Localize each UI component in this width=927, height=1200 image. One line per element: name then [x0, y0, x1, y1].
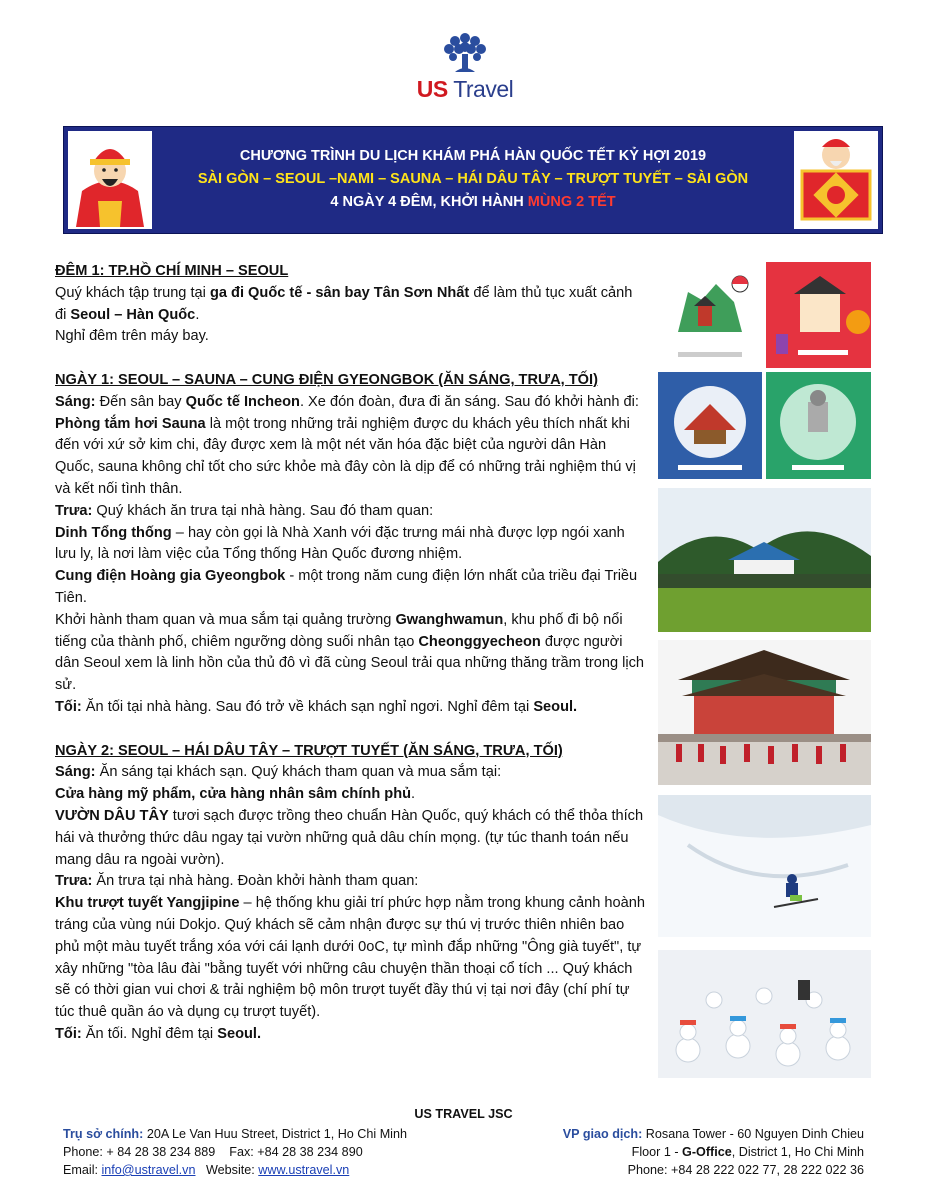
night-1-paragraph: Quý khách tập trung tại ga đi Quốc tế - sân bay Tân Sơn Nhất để làm thủ tục xuất cảnh đi Seoul – Hàn Quốc.: [55, 284, 633, 323]
day-1-noon: Trưa: Quý khách ăn trưa tại nhà hàng. Sau đó tham quan:: [55, 502, 434, 519]
day-2-noon: Trưa: Ăn trưa tại nhà hàng. Đoàn khởi hành tham quan:: [55, 873, 419, 890]
night-1-heading: ĐÊM 1: TP.HỒ CHÍ MINH – SEOUL: [55, 263, 289, 279]
day-1-evening: Tối: Ăn tối tại nhà hàng. Sau đó trở về khách sạn nghỉ ngơi. Nghỉ đêm tại Seoul.: [55, 698, 578, 715]
day-1-morning: Sáng: Đến sân bay Quốc tế Incheon. Xe đón đoàn, đưa đi ăn sáng. Sau đó khởi hành đi:: [55, 393, 639, 410]
banner-line-1: CHƯƠNG TRÌNH DU LỊCH KHÁM PHÁ HÀN QUỐC TẾT KỶ HỢI 2019: [239, 148, 707, 164]
snowmen-photo: [658, 950, 871, 1078]
branch-office-address: VP giao dịch: Rosana Tower - 60 Nguyen Dinh Chieu: [562, 1127, 864, 1141]
departure-highlight: MÙNG 2 TẾT: [527, 194, 616, 210]
branch-office-phone: Phone: +84 28 222 022 77, 28 222 022 36: [627, 1163, 864, 1177]
email-link[interactable]: info@ustravel.vn: [101, 1163, 196, 1177]
day-1-palace: Cung điện Hoàng gia Gyeongbok - một trong năm cung điện lớn nhất của triều đại Triều Tiên.: [55, 568, 638, 606]
blue-house-photo: [658, 488, 871, 632]
itinerary-content: [55, 261, 645, 1046]
gyeongbok-palace-photo: [658, 640, 871, 785]
branch-office-floor: Floor 1 - G-Office, District 1, Ho Chi Minh: [631, 1145, 864, 1159]
day-2-heading: NGÀY 2: SEOUL – HÁI DÂU TÂY – TRƯỢT TUYẾT (ĂN SÁNG, TRƯA, TỐI): [55, 742, 563, 759]
tree-logo-icon: [441, 30, 489, 74]
day-1-heading: NGÀY 1: SEOUL – SAUNA – CUNG ĐIỆN GYEONGBOK (ĂN SÁNG, TRƯA, TỐI): [55, 371, 598, 388]
branch-office-info: [563, 1125, 864, 1179]
company-footer: [0, 1105, 927, 1177]
head-office-phone: Phone: + 84 28 38 234 889 Fax: +84 28 38 234 890: [63, 1145, 363, 1159]
company-name: US TRAVEL JSC: [414, 1107, 513, 1121]
day-2-evening: Tối: Ăn tối. Nghỉ đêm tại Seoul.: [55, 1025, 262, 1042]
contact-links: Email: info@ustravel.vn Website: www.ustravel.vn: [63, 1163, 350, 1177]
company-logo: [400, 30, 530, 102]
night-1-section: [55, 261, 645, 348]
day-1-gwanghwamun: Khởi hành tham quan và mua sắm tại quảng trường Gwanghwamun, khu phố đi bộ nổi tiếng của thành phố, chiêm ngưỡng dòng suối nhân tạo Cheonggyecheon được người dân Seoul xem là linh hồn của thủ đô vì đã cùng Seoul trải qua những thăng trầm trong lịch sử.: [55, 611, 645, 694]
logo-wordmark: US Travel: [416, 76, 514, 102]
day-2-ski-resort: Khu trượt tuyết Yangjipine – hệ thống khu giải trí phức hợp nằm trong khung cảnh hoành tráng của vùng núi Dokjo. Quý khách sẽ cảm nhận được sự thú vị trước thiên nhiên bao phủ một màu tuyết trắng xóa với cái lạnh dưới 0oC, tự mình đắp những "Ông già tuyết", tự xây những "tòa lâu đài "bằng tuyết với những câu chuyện thần thoại cổ tích ... Quý khách sẽ có thời gian vui chơi & trải nghiệm bộ môn trượt tuyết đầy thú vị tại nơi đây (chí phí tự túc thuê quần áo và dụng cụ trượt tuyết).: [55, 895, 646, 1021]
god-of-wealth-illustration-right: [794, 131, 878, 229]
god-of-wealth-illustration-left: [68, 131, 152, 229]
day-1-blue-house: Dinh Tổng thống – hay còn gọi là Nhà Xanh với đặc trưng mái nhà được lợp ngói xanh lưu ly, là nơi làm việc của Tổng thống Hàn Quốc đương nhiệm.: [55, 524, 625, 563]
day-2-shops: Cửa hàng mỹ phẩm, cửa hàng nhân sâm chính phủ.: [55, 786, 416, 803]
day-2-morning: Sáng: Ăn sáng tại khách sạn. Quý khách tham quan và mua sắm tại:: [55, 764, 502, 781]
skier-photo: [658, 795, 871, 937]
title-banner: [63, 126, 883, 234]
day-1-sauna: Phòng tắm hơi Sauna là một trong những trải nghiệm được du khách yêu thích nhất khi đến với xứ sở kim chi, đây được xem là một nét văn hóa đặc biệt của người dân Hàn Quốc, sauna không chỉ tốt cho sức khỏe mà đây còn là dịp để có những trải nghiệm thú vị và kết nối tình thân.: [55, 415, 636, 497]
head-office-address: Trụ sở chính: 20A Le Van Huu Street, District 1, Ho Chi Minh: [63, 1127, 407, 1141]
day-2-strawberry: VƯỜN DÂU TÂY tươi sạch được trồng theo chuẩn Hàn Quốc, quý khách có thể thỏa thích hái và thưởng thức dâu ngay tại vườn những quả dâu chín mọng. (tự túc thanh toán nếu mang dâu ra ngoài vườn).: [55, 807, 644, 868]
day-2-section: [55, 741, 645, 1046]
day-1-section: [55, 370, 645, 719]
banner-line-2: SÀI GÒN – SEOUL –NAMI – SAUNA – HÁI DÂU TÂY – TRƯỢT TUYẾT – SÀI GÒN: [197, 171, 749, 187]
banner-line-3: 4 NGÀY 4 ĐÊM, KHỞI HÀNH MÙNG 2 TẾT: [330, 194, 616, 210]
night-1-overnight: Nghỉ đêm trên máy bay.: [55, 328, 209, 345]
website-link[interactable]: www.ustravel.vn: [258, 1163, 350, 1177]
head-office-info: [63, 1125, 407, 1179]
korea-illustration-collage: [658, 262, 871, 479]
